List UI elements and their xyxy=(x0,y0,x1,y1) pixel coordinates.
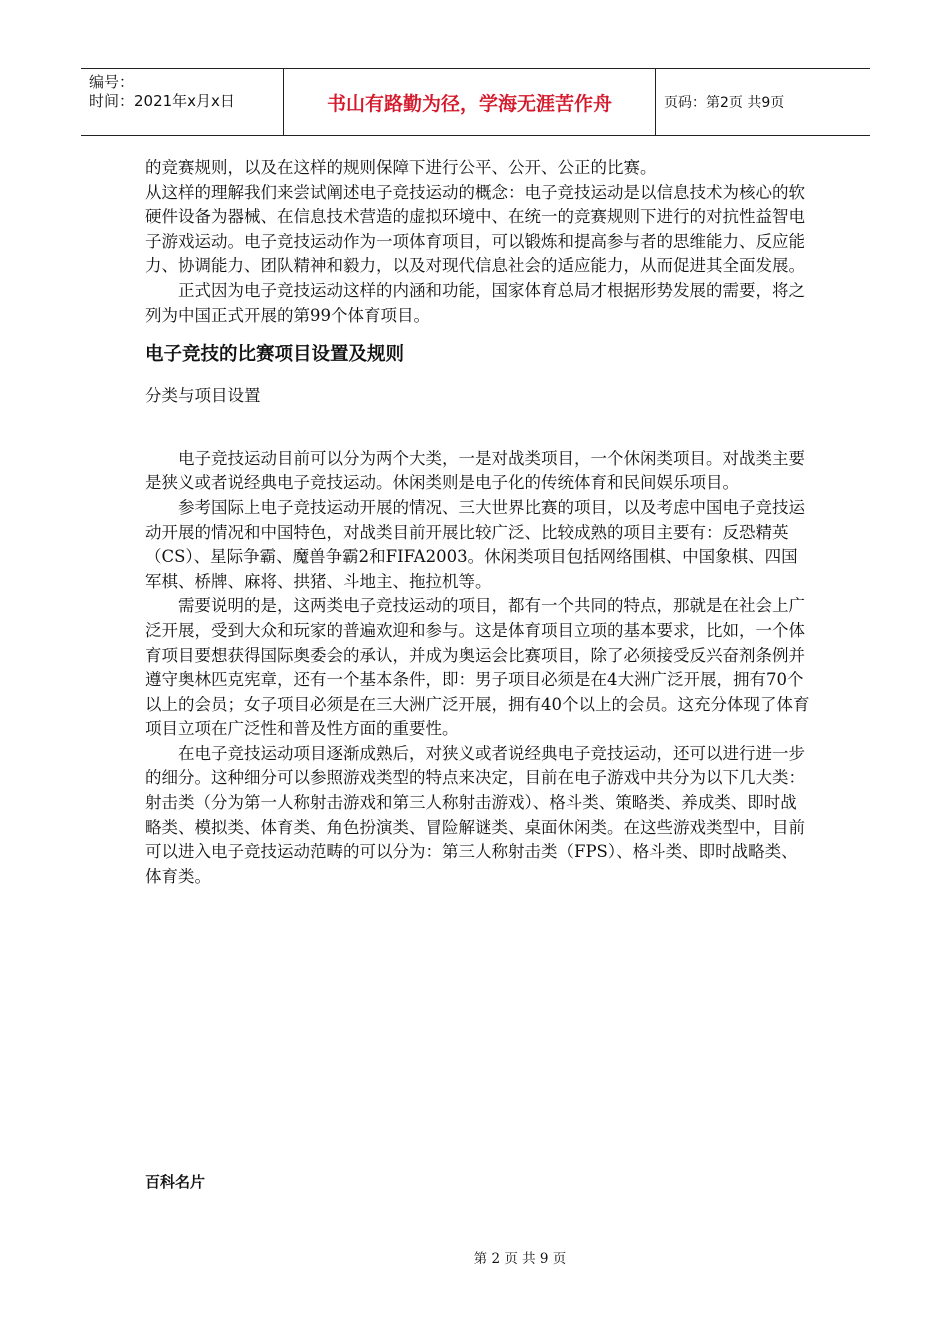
paragraph: 电子竞技运动目前可以分为两个大类，一是对战类项目，一个休闲类项目。对战类主要是狭义或者说经典电子竞技运动。休闲类则是电子化的传统体育和民间娱乐项目。 xyxy=(145,448,805,493)
paragraph: 从这样的理解我们来尝试阐述电子竞技运动的概念：电子竞技运动是以信息技术为核心的软硬件设备为器械、在信息技术营造的虚拟环境中、在统一的竞赛规则下进行的对抗性益智电子游戏运动。电子竞技运动作为一项体育项目，可以锻炼和提高参与者的思维能力、反应能力、协调能力、团队精神和毅力，以及对现代信息社会的适应能力，从而促进其全面发展。 xyxy=(145,182,805,276)
document-number-label: 编号： xyxy=(89,73,135,91)
page-number-footer: 第 2 页 共 9 页 xyxy=(473,1251,567,1267)
document-header xyxy=(81,68,870,136)
subsection-heading: 分类与项目设置 xyxy=(145,386,261,406)
paragraph: 的竞赛规则，以及在这样的规则保障下进行公平、公开、公正的比赛。 xyxy=(145,158,657,177)
spacer xyxy=(145,409,810,447)
paragraph: 参考国际上电子竞技运动开展的情况、三大世界比赛的项目，以及考虑中国电子竞技运动开展的情况和中国特色，对战类目前开展比较广泛、比较成熟的项目主要有：反恐精英（CS）、星际争霸、魔兽争霸2和FIFA2003。休闲类项目包括网络围棋、中国象棋、四国军棋、桥牌、麻将、拱猪、斗地主、拖拉机等。 xyxy=(145,497,805,591)
header-info-cell xyxy=(81,69,284,135)
header-motto: 书山有路勤为径，学海无涯苦作舟 xyxy=(284,69,656,135)
section-label: 百科名片 xyxy=(145,1173,206,1191)
section-heading: 电子竞技的比赛项目设置及规则 xyxy=(145,344,405,366)
document-time-label: 时间：2021年x月x日 xyxy=(89,92,235,110)
paragraph: 在电子竞技运动项目逐渐成熟后，对狭义或者说经典电子竞技运动，还可以进行进一步的细分。这种细分可以参照游戏类型的特点来决定，目前在电子游戏中共分为以下几大类：射击类（分为第一人称射击游戏和第三人称射击游戏）、格斗类、策略类、养成类、即时战略类、模拟类、体育类、角色扮演类、冒险解谜类、桌面休闲类。在这些游戏类型中，目前可以进入电子竞技运动范畴的可以分为：第三人称射击类（FPS）、格斗类、即时战略类、体育类。 xyxy=(145,743,805,886)
paragraph: 需要说明的是，这两类电子竞技运动的项目，都有一个共同的特点，那就是在社会上广泛开展，受到大众和玩家的普遍欢迎和参与。这是体育项目立项的基本要求，比如，一个体育项目要想获得国际奥委会的承认，并成为奥运会比赛项目，除了必须接受反兴奋剂条例并遵守奥林匹克宪章，还有一个基本条件，即：男子项目必须是在4大洲广泛开展，拥有70个以上的会员；女子项目必须是在三大洲广泛开展，拥有40个以上的会员。这充分体现了体育项目立项在广泛性和普及性方面的重要性。 xyxy=(145,596,810,739)
header-page-label: 页码：第2页 共9页 xyxy=(664,95,785,111)
paragraph: 正式因为电子竞技运动这样的内涵和功能，国家体育总局才根据形势发展的需要，将之列为中国正式开展的第99个体育项目。 xyxy=(145,280,805,325)
document-body xyxy=(145,156,810,889)
